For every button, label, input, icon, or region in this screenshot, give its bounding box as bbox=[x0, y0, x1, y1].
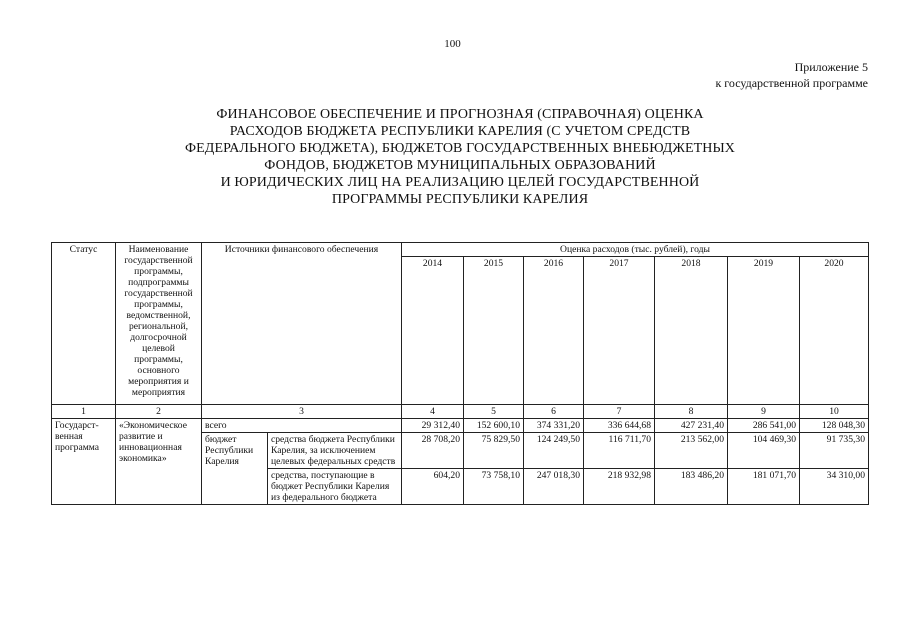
value-cell: 374 331,20 bbox=[524, 419, 584, 433]
column-number: 10 bbox=[800, 405, 869, 419]
header-row-1 bbox=[52, 243, 869, 257]
year-header: 2017 bbox=[584, 257, 655, 405]
program-name-cell: «Экономическое развитие и инновационная экономика» bbox=[116, 419, 202, 505]
value-cell: 34 310,00 bbox=[800, 469, 869, 505]
value-cell: 116 711,70 bbox=[584, 433, 655, 469]
source-federal-label: средства, поступающие в бюджет Республики Карелия из федерального бюджета bbox=[268, 469, 402, 505]
column-number: 2 bbox=[116, 405, 202, 419]
year-header: 2016 bbox=[524, 257, 584, 405]
value-cell: 28 708,20 bbox=[402, 433, 464, 469]
header-status: Статус bbox=[52, 243, 116, 405]
source-regional-label: средства бюджета Республики Карелия, за исключением целевых федеральных средств bbox=[268, 433, 402, 469]
source-total-label: всего bbox=[202, 419, 402, 433]
title-line: ПРОГРАММЫ РЕСПУБЛИКИ КАРЕЛИЯ bbox=[331, 192, 589, 207]
value-cell: 181 071,70 bbox=[728, 469, 800, 505]
value-cell: 104 469,30 bbox=[728, 433, 800, 469]
column-number: 6 bbox=[524, 405, 584, 419]
year-header: 2018 bbox=[655, 257, 728, 405]
column-number: 9 bbox=[728, 405, 800, 419]
appendix-reference bbox=[715, 59, 868, 91]
document-title bbox=[120, 106, 800, 208]
status-cell: Государст-венная программа bbox=[52, 419, 116, 505]
financing-table bbox=[51, 242, 869, 505]
budget-label-cell: бюджет Республики Карелия bbox=[202, 433, 268, 505]
title-line: ФЕДЕРАЛЬНОГО БЮДЖЕТА), БЮДЖЕТОВ ГОСУДАРСТВЕННЫХ ВНЕБЮДЖЕТНЫХ bbox=[184, 141, 736, 156]
column-number: 1 bbox=[52, 405, 116, 419]
column-number: 8 bbox=[655, 405, 728, 419]
value-cell: 247 018,30 bbox=[524, 469, 584, 505]
value-cell: 75 829,50 bbox=[464, 433, 524, 469]
value-cell: 336 644,68 bbox=[584, 419, 655, 433]
title-line: И ЮРИДИЧЕСКИХ ЛИЦ НА РЕАЛИЗАЦИЮ ЦЕЛЕЙ ГОСУДАРСТВЕННОЙ bbox=[220, 175, 700, 190]
year-header: 2015 bbox=[464, 257, 524, 405]
header-estimate: Оценка расходов (тыс. рублей), годы bbox=[402, 243, 869, 257]
year-header: 2020 bbox=[800, 257, 869, 405]
appendix-line-2: к государственной программе bbox=[715, 76, 868, 90]
appendix-line-1: Приложение 5 bbox=[794, 60, 868, 74]
value-cell: 183 486,20 bbox=[655, 469, 728, 505]
value-cell: 128 048,30 bbox=[800, 419, 869, 433]
value-cell: 604,20 bbox=[402, 469, 464, 505]
value-cell: 73 758,10 bbox=[464, 469, 524, 505]
header-sources: Источники финансового обеспечения bbox=[202, 243, 402, 405]
value-cell: 218 932,98 bbox=[584, 469, 655, 505]
title-line: ФОНДОВ, БЮДЖЕТОВ МУНИЦИПАЛЬНЫХ ОБРАЗОВАНИЙ bbox=[264, 158, 656, 173]
column-number-row bbox=[52, 405, 869, 419]
value-cell: 286 541,00 bbox=[728, 419, 800, 433]
page-number: 100 bbox=[444, 38, 461, 50]
table-row-total bbox=[52, 419, 869, 433]
year-header: 2019 bbox=[728, 257, 800, 405]
column-number: 5 bbox=[464, 405, 524, 419]
value-cell: 152 600,10 bbox=[464, 419, 524, 433]
title-line: РАСХОДОВ БЮДЖЕТА РЕСПУБЛИКИ КАРЕЛИЯ (С УЧЕТОМ СРЕДСТВ bbox=[229, 124, 691, 139]
value-cell: 213 562,00 bbox=[655, 433, 728, 469]
value-cell: 29 312,40 bbox=[402, 419, 464, 433]
value-cell: 427 231,40 bbox=[655, 419, 728, 433]
title-line: ФИНАНСОВОЕ ОБЕСПЕЧЕНИЕ И ПРОГНОЗНАЯ (СПРАВОЧНАЯ) ОЦЕНКА bbox=[216, 107, 704, 122]
column-number: 7 bbox=[584, 405, 655, 419]
value-cell: 124 249,50 bbox=[524, 433, 584, 469]
header-name: Наименование государственной программы, подпрограммы государственной программы, ведомственной, региональной, долгосрочной целевой программы, основного мероприятия и мероприятия bbox=[116, 243, 202, 405]
year-header: 2014 bbox=[402, 257, 464, 405]
value-cell: 91 735,30 bbox=[800, 433, 869, 469]
column-number: 3 bbox=[202, 405, 402, 419]
column-number: 4 bbox=[402, 405, 464, 419]
